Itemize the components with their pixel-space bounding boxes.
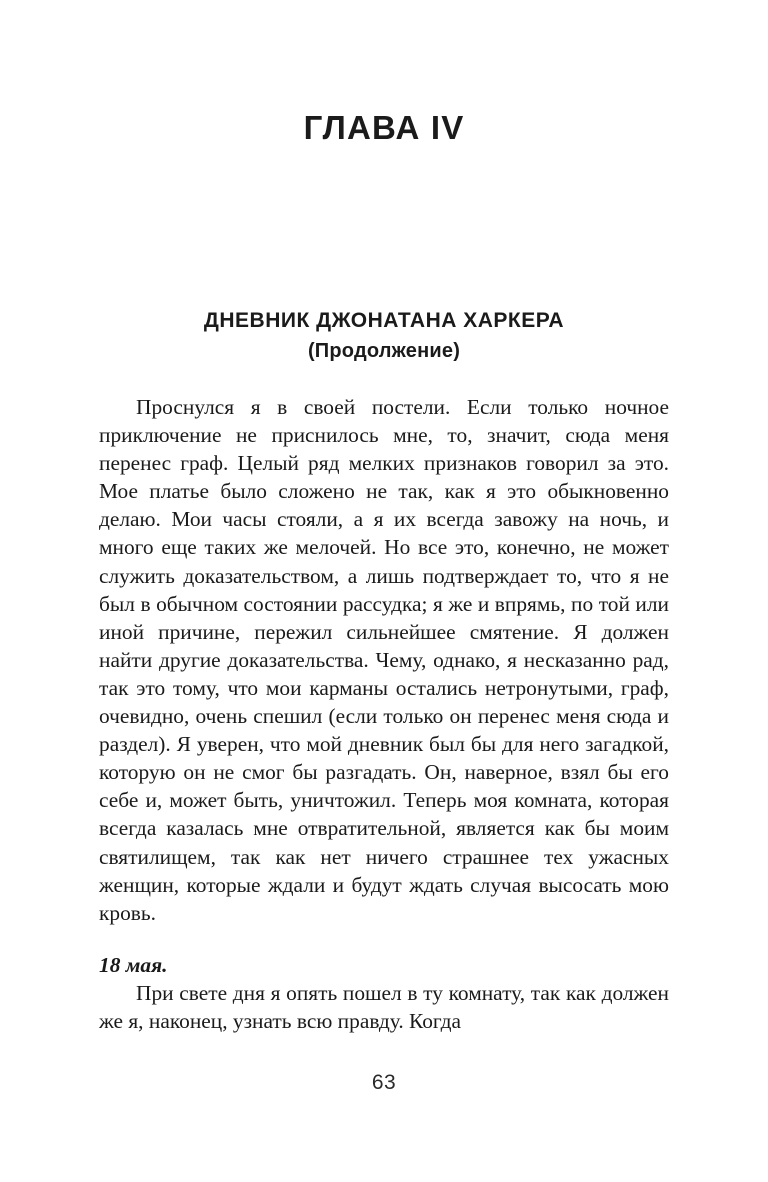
section-heading: ДНЕВНИК ДЖОНАТАНА ХАРКЕРА [203,309,565,332]
section-subheading: (Продолжение) [307,340,461,363]
body-paragraph-2: При свете дня я опять пошел в ту комнату, так как должен же я, наконец, узнать всю правду. Когда [99,980,669,1033]
body-paragraph-1: Проснулся я в своей постели. Если только ночное приключение не приснилось мне, то, значит, сюда меня перенес граф. Целый ряд мелких признаков говорил за это. Мое платье было сложено не так, как я это обыкновенно делаю. Мои часы стояли, а я их всегда завожу на ночь, и много еще таких же мелочей. Но все это, конечно, не может служить доказательством, а лишь подтверждает то, что я не был в обычном состоянии рассудка; я же и впрямь, по той или иной причине, пережил сильнейшее смятение. Я должен найти другие доказательства. Чему, однако, я несказанно рад, так это тому, что мои карманы остались нетронутыми, граф, очевидно, очень спешил (если только он перенес меня сюда и раздел). Я уверен, что мой дневник был бы для него загадкой, которую он не смог бы разгадать. Он, наверное, взял бы его себе и, может быть, уничтожил. Теперь моя комната, которая всегда казалась мне отвратительной, является как бы моим святилищем, так как нет ничего страшнее тех ужасных женщин, которые ждали и будут ждать случая высосать мою кровь. [99,395,669,925]
diary-date-entry: 18 мая. [99,952,168,977]
page-number: 63 [371,1071,397,1094]
body-text-column [99,393,669,1035]
section-heading-block [0,308,768,364]
chapter-title: ГЛАВА IV [303,109,465,146]
